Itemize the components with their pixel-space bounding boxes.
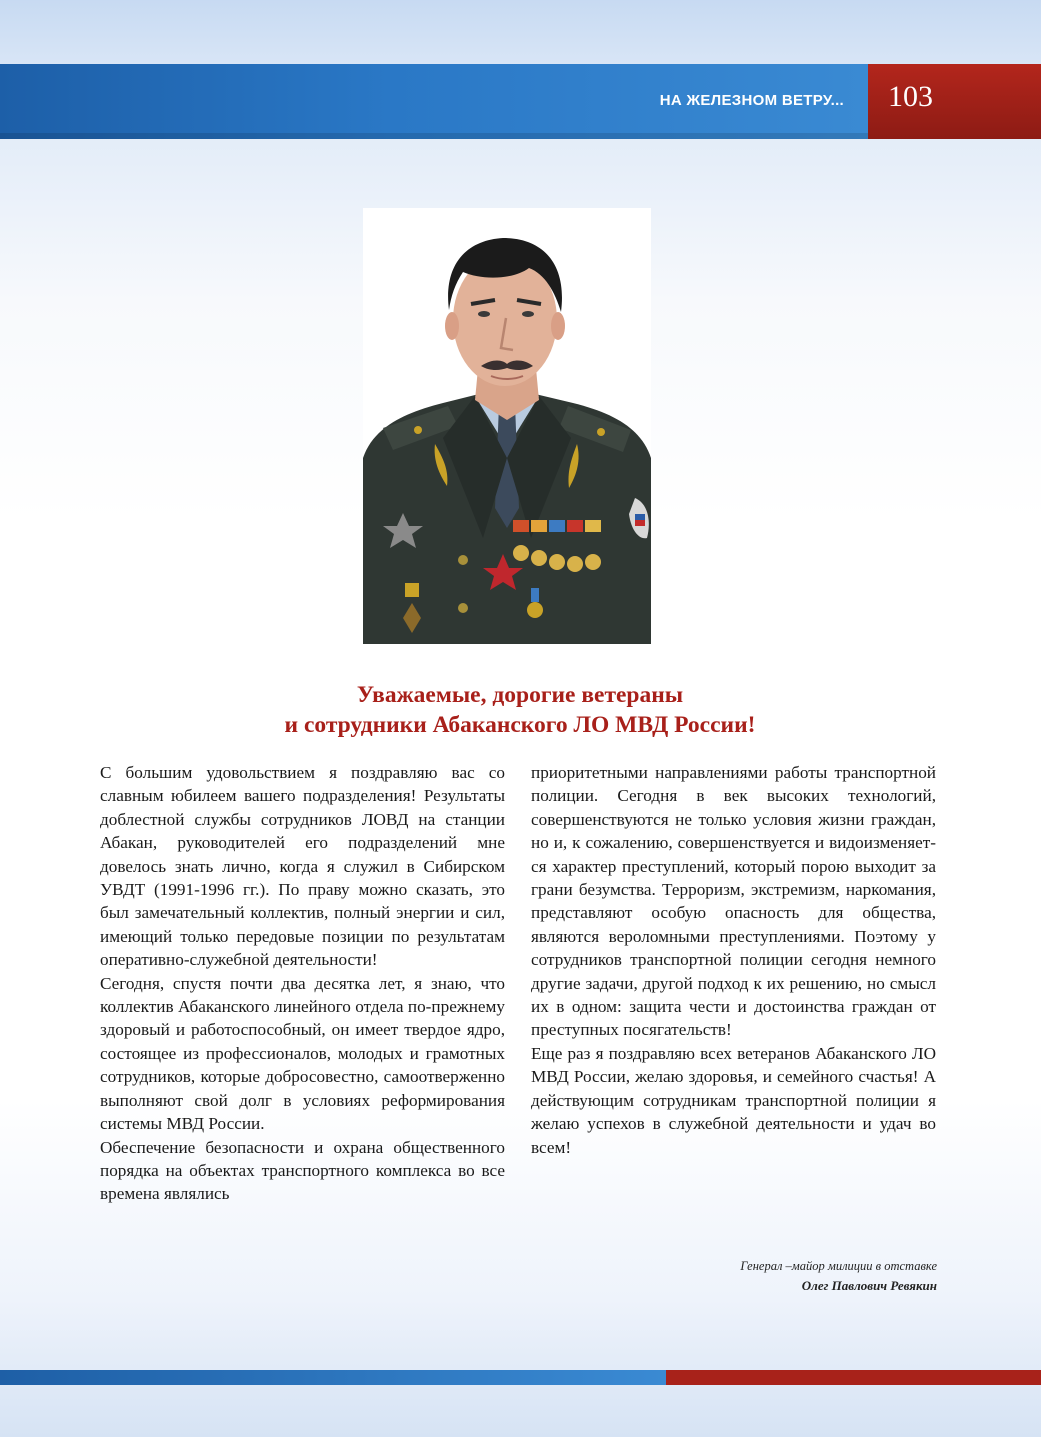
- signature-name: Олег Павлович Ревякин: [801, 1278, 937, 1293]
- footer-band-red: [666, 1370, 1041, 1385]
- paragraph: Еще раз я поздравляю всех ветеранов Абаканского ЛО МВД России, желаю здоровья, и семейного счастья! А действующим сотрудникам транспортной полиции я желаю успехов в служебной деятельности и удач во всем!: [531, 1043, 936, 1157]
- paragraph: С большим удовольствием я поздравляю вас со славным юбилеем вашего подразделения! Результаты доблестной службы сотрудников ЛОВД на станции Абакан, руководителей его подразделений мне довелось знать лично, когда я служил в Сибирском УВДТ (1991-1996 гг.). По праву можно сказать, это был замечательный коллектив, полный энергии и сил, имеющий только передовые позиции по результатам оперативно-служебной деятельности!: [100, 763, 505, 970]
- signature-block: [740, 1257, 937, 1295]
- article-heading: [100, 680, 940, 740]
- paragraph: Сегодня, спустя почти два десятка лет, я знаю, что коллектив Абаканского линейного отдела по-прежнему здоровый и работоспособный, он имеет твердое ядро, состоящее из профессионалов, молодых и грамотных сотрудников, которые добросовестно, самоотверженно выполняют свой долг в условиях реформирования системы МВД России.: [100, 973, 505, 1134]
- paragraph: приоритетными направлениями работы транспортной полиции. Сегодня в век высоких технологий, совершенствуются не только условия жизни граждан, но и, к сожалению, совершенствуется и видоизменяется характер преступлений, который порою выходит за грани безумства. Терроризм, экстремизм, наркомания, представляют особую опасность для общества, являются вероломными преступлениями. Поэтому у сотрудников транспортной полиции сегодня немного другие задачи, другой подход к их решению, но смысл их в одном: защита чести и достоинства граждан от преступных посягательств!: [531, 763, 936, 1040]
- officer-portrait-illustration: [363, 208, 651, 644]
- portrait-photo: [363, 208, 651, 644]
- page-number-box: [868, 64, 1041, 139]
- right-column: [531, 761, 936, 1159]
- heading-line-2: и сотрудники Абаканского ЛО МВД России!: [284, 712, 756, 738]
- paragraph: Обеспечение безопасности и охрана общественного порядка на объектах транспортного комплекса во все времена являлись: [100, 1137, 505, 1204]
- left-column: [100, 761, 505, 1206]
- running-title: НА ЖЕЛЕЗНОМ ВЕТРУ...: [659, 92, 844, 109]
- signature-position: Генерал –майор милиции в отставке: [740, 1259, 937, 1273]
- footer-band-blue: [0, 1370, 666, 1385]
- heading-line-1: Уважаемые, дорогие ветераны: [356, 682, 684, 708]
- page-number: 103: [888, 80, 933, 113]
- header-band: [0, 64, 868, 139]
